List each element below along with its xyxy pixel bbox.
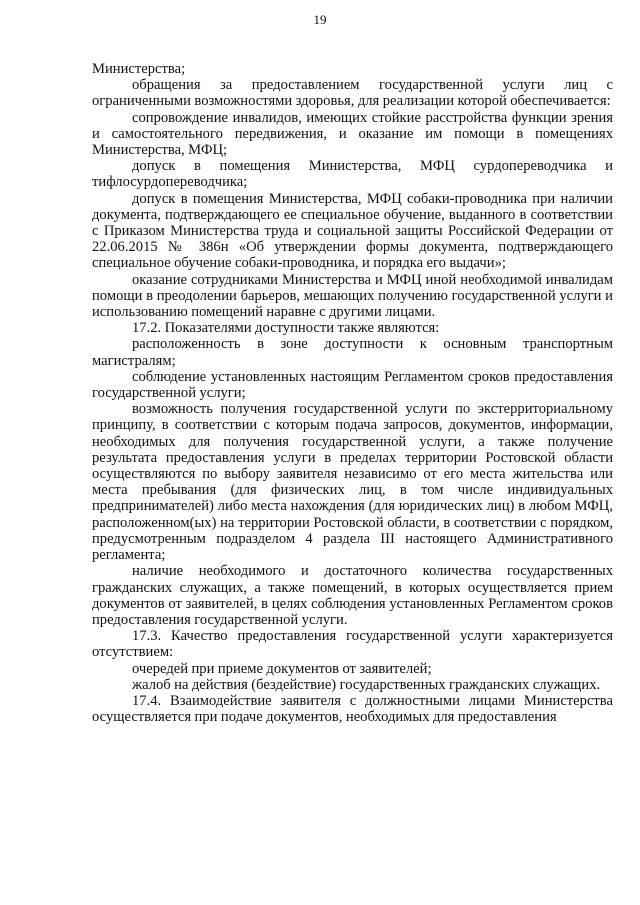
paragraph: возможность получения государственной услуги по экстерриториальному принципу, в соответствии с которым подача запросов, документов, информации, необходимых для получения государственной услуги, а также получение результата предоставления услуги в пределах территории Ростовской области осуществляются по выбору заявителя независимо от его места жительства или места пребывания (для физических лиц, в том числе индивидуальных предпринимателей) либо места нахождения (для юридических лиц) в любом МФЦ, расположенном(ых) на территории Ростовской области, в соответствии с порядком, предусмотренным подразделом 4 раздела III настоящего Административного регламента; [92, 401, 613, 564]
paragraph: оказание сотрудниками Министерства и МФЦ иной необходимой инвалидам помощи в преодолении барьеров, мешающих получению государственной услуги и использованию помещений наравне с другими лицами. [92, 271, 613, 321]
section-paragraph-17-2: 17.2. Показателями доступности также являются: [132, 320, 440, 337]
paragraph: сопровождение инвалидов, имеющих стойкие расстройства функции зрения и самостоятельного передвижения, и оказание им помощи в помещениях Министерства, МФЦ; [92, 109, 613, 159]
paragraph: допуск в помещения Министерства, МФЦ собаки-проводника при наличии документа, подтверждающего ее специальное обучение, выданного в соответствии с Приказом Министерства труда и социальной защиты Российской Федерации от 22.06.2015 № 386н «Об утверждении формы документа, подтверждающего специальное обучение собаки-проводника, и порядка его выдачи»; [92, 190, 613, 272]
document-body [92, 61, 613, 725]
section-paragraph-17-4: 17.4. Взаимодействие заявителя с должностными лицами Министерства осуществляется при подаче документов, необходимых для предоставления [92, 692, 613, 726]
section-paragraph-17-3: 17.3. Качество предоставления государственной услуги характеризуется отсутствием: [92, 628, 613, 661]
paragraph: обращения за предоставлением государственной услуги лиц с ограниченными возможностями здоровья, для реализации которой обеспечивается: [92, 77, 613, 110]
paragraph: Министерства; [92, 61, 186, 77]
page-number: 19 [313, 12, 327, 27]
paragraph: соблюдение установленных настоящим Регламентом сроков предоставления государственной услуги; [92, 368, 613, 402]
paragraph: допуск в помещения Министерства, МФЦ сурдопереводчика и тифлосурдопереводчика; [92, 158, 613, 191]
paragraph: расположенность в зоне доступности к основным транспортным магистралям; [92, 336, 613, 369]
paragraph: наличие необходимого и достаточного количества государственных гражданских служащих, а также помещений, в которых осуществляется прием документов от заявителей, в целях соблюдения установленных Регламентом сроков предоставления государственной услуги. [92, 563, 613, 628]
paragraph: жалоб на действия (бездействие) государственных гражданских служащих. [132, 676, 601, 693]
paragraph: очередей при приеме документов от заявителей; [132, 660, 432, 677]
